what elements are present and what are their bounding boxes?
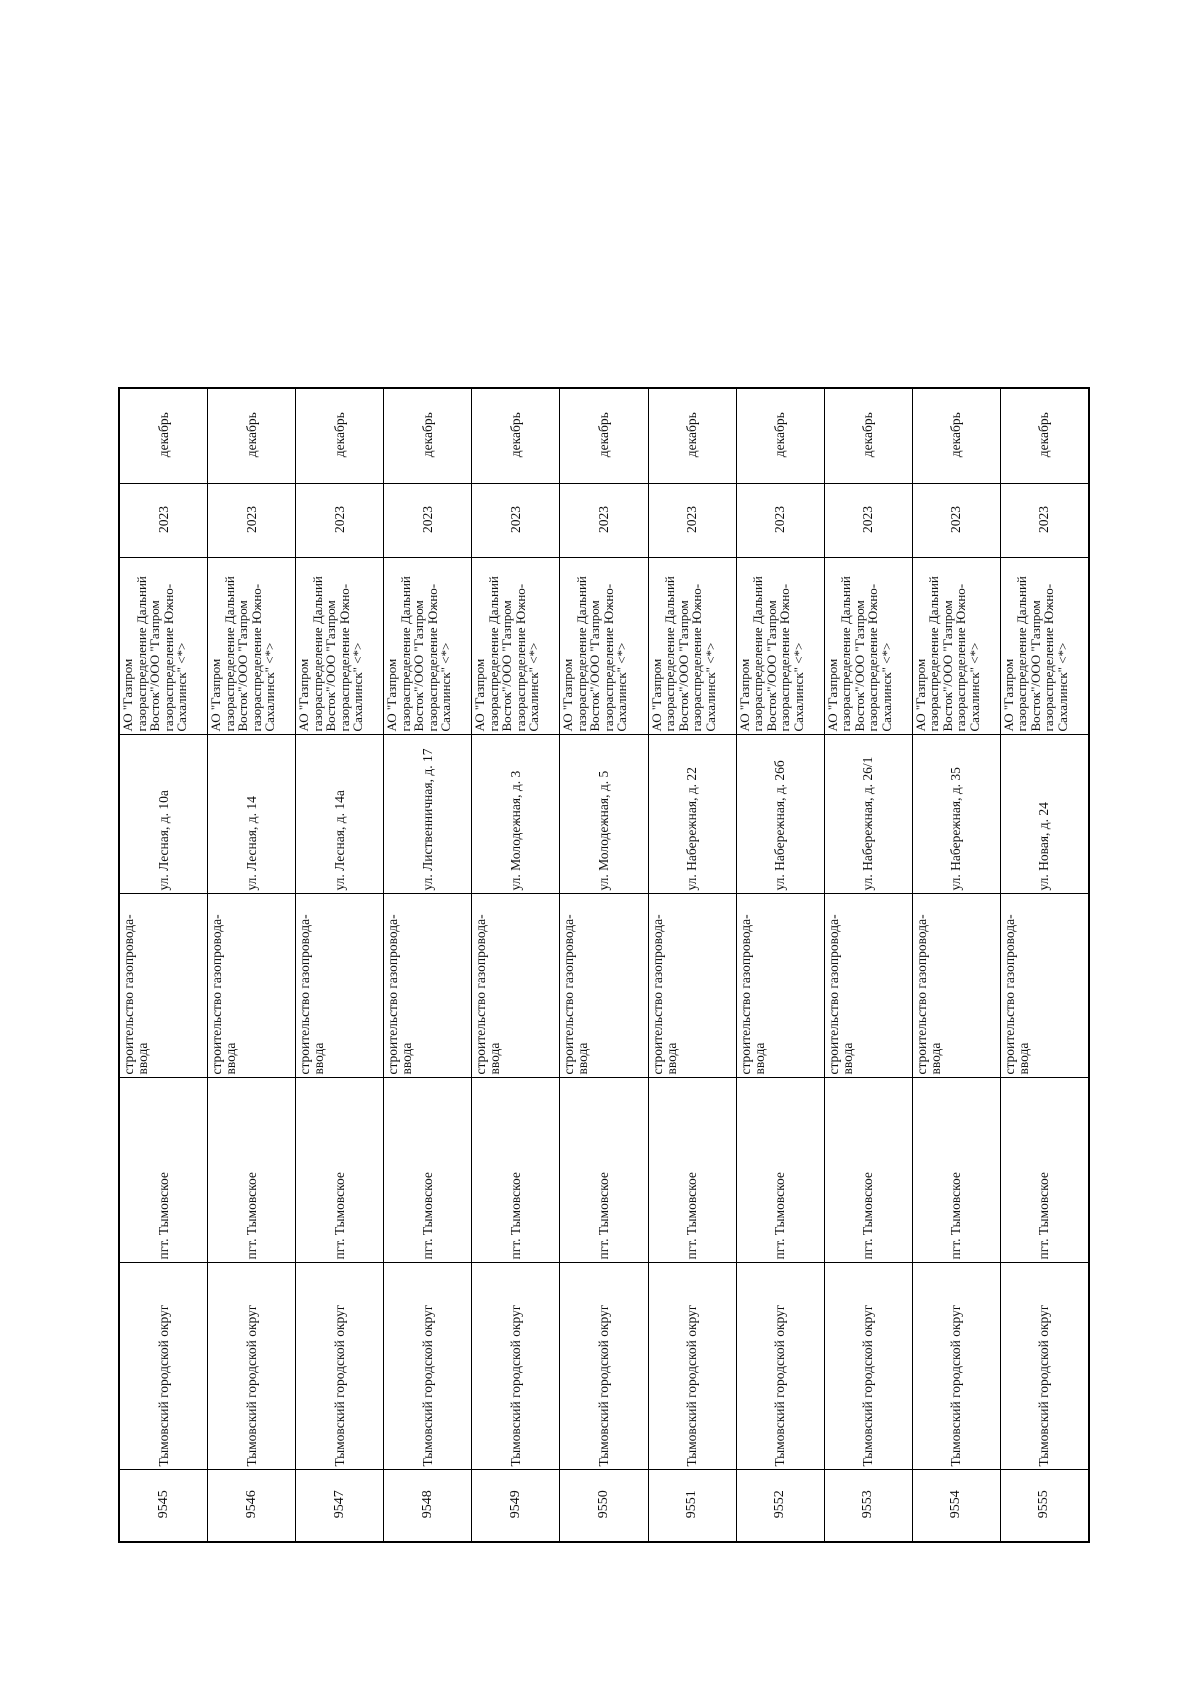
- work-type-cell: строительство газопровода-ввода: [824, 894, 912, 1078]
- work-type-cell: строительство газопровода-ввода: [648, 894, 736, 1078]
- month-cell: декабрь: [472, 388, 560, 484]
- month-cell: декабрь: [208, 388, 296, 484]
- work-type-cell: строительство газопровода-ввода: [736, 894, 824, 1078]
- owner-cell: АО "Газпром газораспределение Дальний Восток"/ООО "Газпром газораспределение Южно-Сахалинск" <*>: [208, 558, 296, 735]
- work-type-cell: строительство газопровода-ввода: [1000, 894, 1089, 1078]
- address-cell: ул. Набережная, д. 26/1: [824, 735, 912, 894]
- owner-cell: АО "Газпром газораспределение Дальний Восток"/ООО "Газпром газораспределение Южно-Сахалинск" <*>: [384, 558, 472, 735]
- row-number: 9545: [119, 1470, 208, 1542]
- owner-cell: АО "Газпром газораспределение Дальний Восток"/ООО "Газпром газораспределение Южно-Сахалинск" <*>: [119, 558, 208, 735]
- row-number: 9546: [208, 1470, 296, 1542]
- work-type-cell: строительство газопровода-ввода: [560, 894, 648, 1078]
- district-cell: Тымовский городской округ: [208, 1263, 296, 1470]
- table-row: [560, 388, 648, 1542]
- month-cell: декабрь: [296, 388, 384, 484]
- settlement-cell: пгт. Тымовское: [912, 1078, 1000, 1263]
- district-cell: Тымовский городской округ: [648, 1263, 736, 1470]
- district-cell: Тымовский городской округ: [384, 1263, 472, 1470]
- owner-cell: АО "Газпром газораспределение Дальний Восток"/ООО "Газпром газораспределение Южно-Сахалинск" <*>: [824, 558, 912, 735]
- month-cell: декабрь: [119, 388, 208, 484]
- table-row: [296, 388, 384, 1542]
- year-cell: 2023: [912, 484, 1000, 558]
- district-cell: Тымовский городской округ: [472, 1263, 560, 1470]
- owner-cell: АО "Газпром газораспределение Дальний Восток"/ООО "Газпром газораспределение Южно-Сахалинск" <*>: [736, 558, 824, 735]
- owner-cell: АО "Газпром газораспределение Дальний Восток"/ООО "Газпром газораспределение Южно-Сахалинск" <*>: [296, 558, 384, 735]
- month-cell: декабрь: [736, 388, 824, 484]
- row-number: 9552: [736, 1470, 824, 1542]
- year-cell: 2023: [736, 484, 824, 558]
- work-type-cell: строительство газопровода-ввода: [384, 894, 472, 1078]
- month-cell: декабрь: [824, 388, 912, 484]
- year-cell: 2023: [119, 484, 208, 558]
- year-cell: 2023: [560, 484, 648, 558]
- address-cell: ул. Лесная, д. 14: [208, 735, 296, 894]
- row-number: 9554: [912, 1470, 1000, 1542]
- year-cell: 2023: [1000, 484, 1089, 558]
- address-cell: ул. Набережная, д. 22: [648, 735, 736, 894]
- month-cell: декабрь: [912, 388, 1000, 484]
- table-body: [119, 388, 1089, 1542]
- district-cell: Тымовский городской округ: [560, 1263, 648, 1470]
- settlement-cell: пгт. Тымовское: [736, 1078, 824, 1263]
- table-row: [648, 388, 736, 1542]
- work-type-cell: строительство газопровода-ввода: [912, 894, 1000, 1078]
- year-cell: 2023: [296, 484, 384, 558]
- table-row: [736, 388, 824, 1542]
- year-cell: 2023: [648, 484, 736, 558]
- district-cell: Тымовский городской округ: [1000, 1263, 1089, 1470]
- year-cell: 2023: [824, 484, 912, 558]
- month-cell: декабрь: [648, 388, 736, 484]
- settlement-cell: пгт. Тымовское: [296, 1078, 384, 1263]
- row-number: 9548: [384, 1470, 472, 1542]
- work-type-cell: строительство газопровода-ввода: [296, 894, 384, 1078]
- gasification-table: [118, 387, 1090, 1543]
- settlement-cell: пгт. Тымовское: [648, 1078, 736, 1263]
- work-type-cell: строительство газопровода-ввода: [472, 894, 560, 1078]
- table-row: [1000, 388, 1089, 1542]
- address-cell: ул. Лесная, д. 10а: [119, 735, 208, 894]
- table-row: [824, 388, 912, 1542]
- month-cell: декабрь: [560, 388, 648, 484]
- owner-cell: АО "Газпром газораспределение Дальний Восток"/ООО "Газпром газораспределение Южно-Сахалинск" <*>: [472, 558, 560, 735]
- row-number: 9553: [824, 1470, 912, 1542]
- work-type-cell: строительство газопровода-ввода: [119, 894, 208, 1078]
- row-number: 9547: [296, 1470, 384, 1542]
- address-cell: ул. Лесная, д. 14а: [296, 735, 384, 894]
- work-type-cell: строительство газопровода-ввода: [208, 894, 296, 1078]
- year-cell: 2023: [384, 484, 472, 558]
- district-cell: Тымовский городской округ: [824, 1263, 912, 1470]
- settlement-cell: пгт. Тымовское: [472, 1078, 560, 1263]
- settlement-cell: пгт. Тымовское: [384, 1078, 472, 1263]
- month-cell: декабрь: [1000, 388, 1089, 484]
- owner-cell: АО "Газпром газораспределение Дальний Восток"/ООО "Газпром газораспределение Южно-Сахалинск" <*>: [560, 558, 648, 735]
- table-row: [472, 388, 560, 1542]
- owner-cell: АО "Газпром газораспределение Дальний Восток"/ООО "Газпром газораспределение Южно-Сахалинск" <*>: [912, 558, 1000, 735]
- settlement-cell: пгт. Тымовское: [824, 1078, 912, 1263]
- table-row: [912, 388, 1000, 1542]
- row-number: 9555: [1000, 1470, 1089, 1542]
- address-cell: ул. Набережная, д. 26б: [736, 735, 824, 894]
- district-cell: Тымовский городской округ: [912, 1263, 1000, 1470]
- address-cell: ул. Лиственничная, д. 17: [384, 735, 472, 894]
- table-row: [208, 388, 296, 1542]
- address-cell: ул. Новая, д. 24: [1000, 735, 1089, 894]
- address-cell: ул. Молодежная, д. 3: [472, 735, 560, 894]
- owner-cell: АО "Газпром газораспределение Дальний Восток"/ООО "Газпром газораспределение Южно-Сахалинск" <*>: [648, 558, 736, 735]
- district-cell: Тымовский городской округ: [296, 1263, 384, 1470]
- year-cell: 2023: [472, 484, 560, 558]
- row-number: 9549: [472, 1470, 560, 1542]
- district-cell: Тымовский городской округ: [736, 1263, 824, 1470]
- address-cell: ул. Набережная, д. 35: [912, 735, 1000, 894]
- month-cell: декабрь: [384, 388, 472, 484]
- owner-cell: АО "Газпром газораспределение Дальний Восток"/ООО "Газпром газораспределение Южно-Сахалинск" <*>: [1000, 558, 1089, 735]
- settlement-cell: пгт. Тымовское: [1000, 1078, 1089, 1263]
- district-cell: Тымовский городской округ: [119, 1263, 208, 1470]
- rotated-table-wrapper: [118, 389, 1090, 1543]
- address-cell: ул. Молодежная, д. 5: [560, 735, 648, 894]
- settlement-cell: пгт. Тымовское: [560, 1078, 648, 1263]
- row-number: 9551: [648, 1470, 736, 1542]
- table-row: [119, 388, 208, 1542]
- settlement-cell: пгт. Тымовское: [119, 1078, 208, 1263]
- year-cell: 2023: [208, 484, 296, 558]
- table-row: [384, 388, 472, 1542]
- row-number: 9550: [560, 1470, 648, 1542]
- settlement-cell: пгт. Тымовское: [208, 1078, 296, 1263]
